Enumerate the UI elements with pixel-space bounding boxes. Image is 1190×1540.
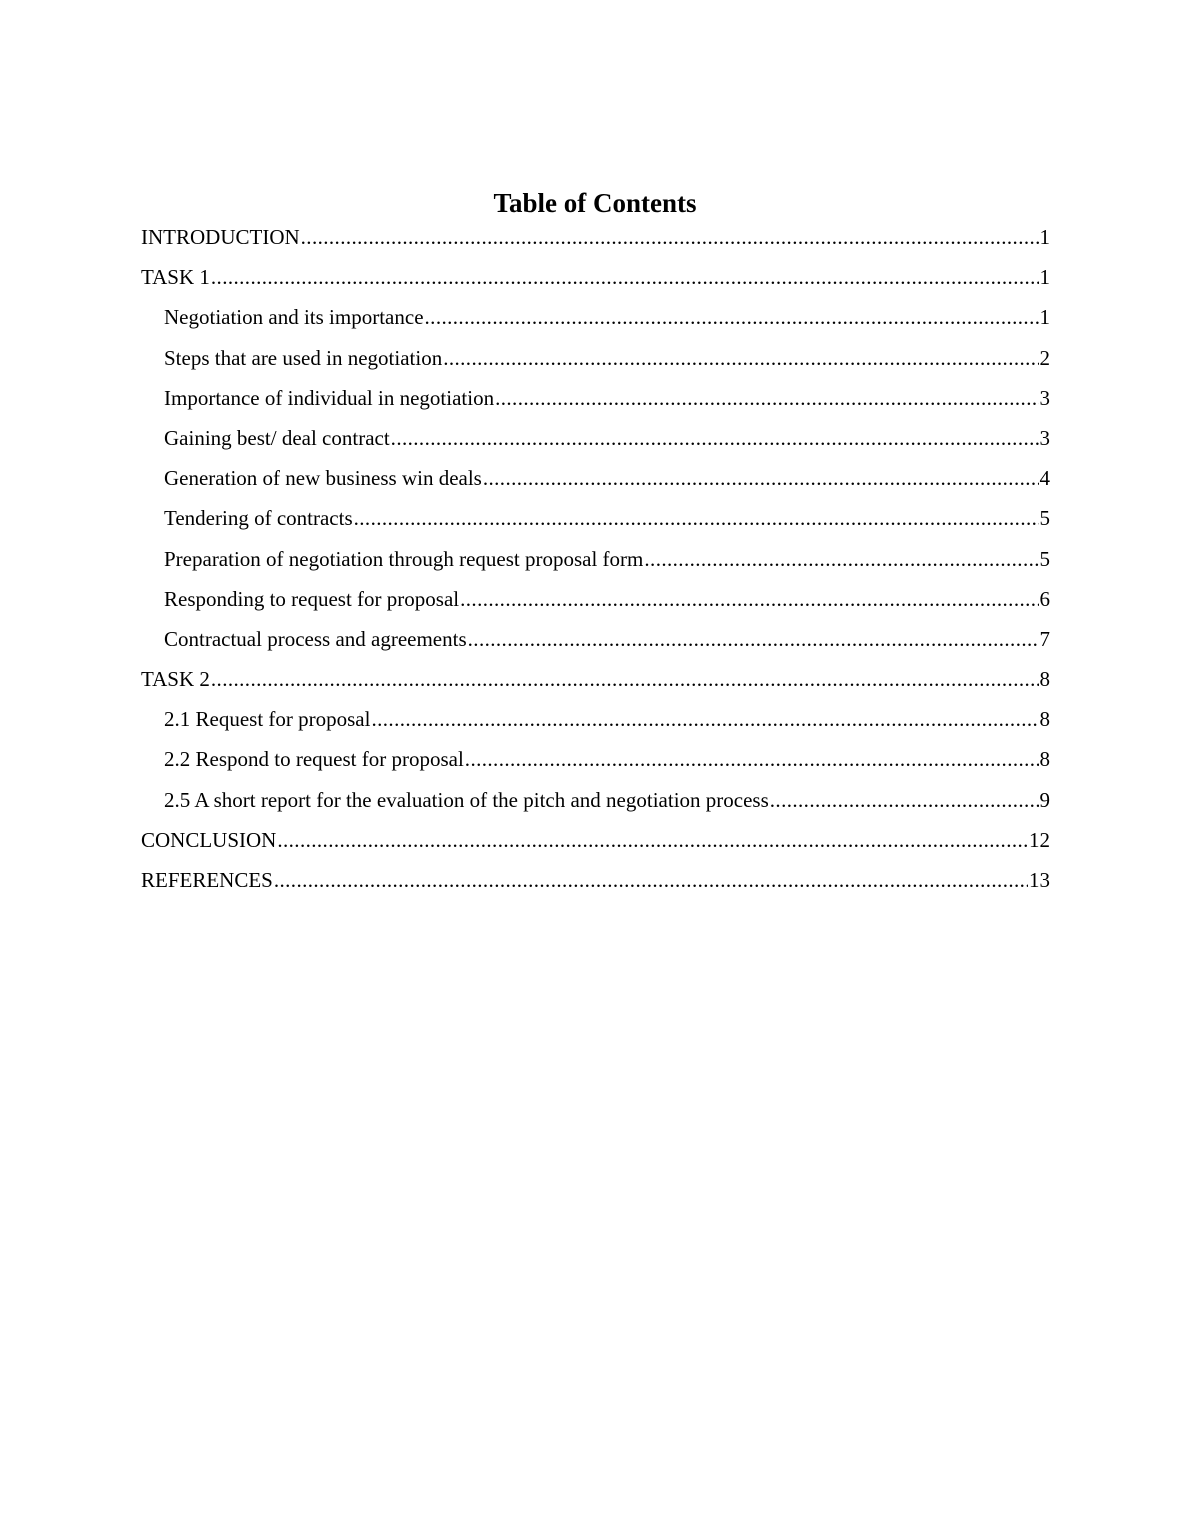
toc-dot-leader [371, 701, 1038, 737]
toc-page-number: 2 [1039, 345, 1050, 370]
toc-dot-leader [495, 380, 1038, 416]
toc-list [141, 219, 1050, 902]
toc-dot-leader [468, 621, 1039, 657]
toc-entry-text: Tendering of contracts [164, 506, 353, 531]
toc-entry[interactable] [141, 299, 1050, 339]
toc-entry[interactable] [141, 581, 1050, 621]
toc-entry-text: 2.5 A short report for the evaluation of the pitch and negotiation process [164, 787, 769, 812]
toc-entry-text: 2.2 Respond to request for proposal [164, 747, 464, 772]
toc-title: Table of Contents [493, 188, 697, 218]
toc-entry[interactable] [141, 500, 1050, 540]
toc-page-number: 6 [1039, 586, 1050, 611]
toc-entry-text: Negotiation and its importance [164, 305, 424, 330]
toc-page-number: 5 [1039, 506, 1050, 531]
toc-page-number: 3 [1039, 425, 1050, 450]
toc-entry[interactable] [141, 782, 1050, 822]
toc-entry-text: 2.1 Request for proposal [164, 707, 371, 732]
toc-entry-text: REFERENCES [141, 868, 273, 892]
toc-page-number: 8 [1039, 747, 1050, 772]
toc-entry[interactable] [141, 661, 1050, 701]
toc-page-number: 1 [1039, 225, 1050, 249]
toc-entry-text: TASK 1 [141, 265, 210, 290]
toc-entry-text: INTRODUCTION [141, 225, 300, 249]
toc-page-number: 1 [1039, 265, 1050, 290]
toc-page-number: 8 [1039, 707, 1050, 732]
toc-page-number: 4 [1039, 466, 1050, 491]
toc-page-number: 13 [1029, 868, 1050, 892]
toc-entry[interactable] [141, 259, 1050, 299]
toc-page-number: 3 [1039, 385, 1050, 410]
toc-entry-text: CONCLUSION [141, 827, 277, 852]
toc-entry-text: Preparation of negotiation through request proposal form [164, 546, 644, 571]
toc-entry-text: Contractual process and agreements [164, 626, 467, 651]
toc-entry[interactable] [141, 701, 1050, 741]
toc-dot-leader [465, 741, 1039, 777]
toc-page-number: 7 [1039, 626, 1050, 651]
toc-entry[interactable] [141, 460, 1050, 500]
toc-dot-leader [301, 219, 1039, 255]
toc-entry[interactable] [141, 420, 1050, 460]
toc-dot-leader [211, 259, 1039, 295]
toc-dot-leader [770, 782, 1039, 818]
toc-dot-leader [211, 661, 1039, 697]
toc-page-number: 1 [1039, 305, 1050, 330]
toc-dot-leader [354, 500, 1039, 536]
toc-dot-leader [274, 862, 1028, 898]
toc-dot-leader [644, 541, 1038, 577]
toc-dot-leader [483, 460, 1039, 496]
toc-dot-leader [425, 299, 1039, 335]
toc-entry[interactable] [141, 862, 1050, 902]
toc-entry[interactable] [141, 741, 1050, 781]
toc-entry[interactable] [141, 219, 1050, 259]
toc-entry[interactable] [141, 621, 1050, 661]
toc-entry[interactable] [141, 380, 1050, 420]
toc-dot-leader [460, 581, 1038, 617]
toc-page-number: 12 [1029, 827, 1050, 852]
toc-entry-text: Responding to request for proposal [164, 586, 460, 611]
toc-dot-leader [277, 822, 1028, 858]
toc-entry-text: Importance of individual in negotiation [164, 385, 495, 410]
toc-entry[interactable] [141, 340, 1050, 380]
toc-entry-text: Generation of new business win deals [164, 466, 482, 491]
toc-entry[interactable] [141, 822, 1050, 862]
toc-entry-text: Gaining best/ deal contract [164, 425, 390, 450]
toc-page-number: 5 [1039, 546, 1050, 571]
toc-entry[interactable] [141, 541, 1050, 581]
toc-page-number: 8 [1039, 667, 1050, 692]
toc-dot-leader [391, 420, 1039, 456]
toc-page-number: 9 [1039, 787, 1050, 812]
toc-entry-text: Steps that are used in negotiation [164, 345, 443, 370]
toc-dot-leader [443, 340, 1038, 376]
toc-entry-text: TASK 2 [141, 667, 210, 692]
